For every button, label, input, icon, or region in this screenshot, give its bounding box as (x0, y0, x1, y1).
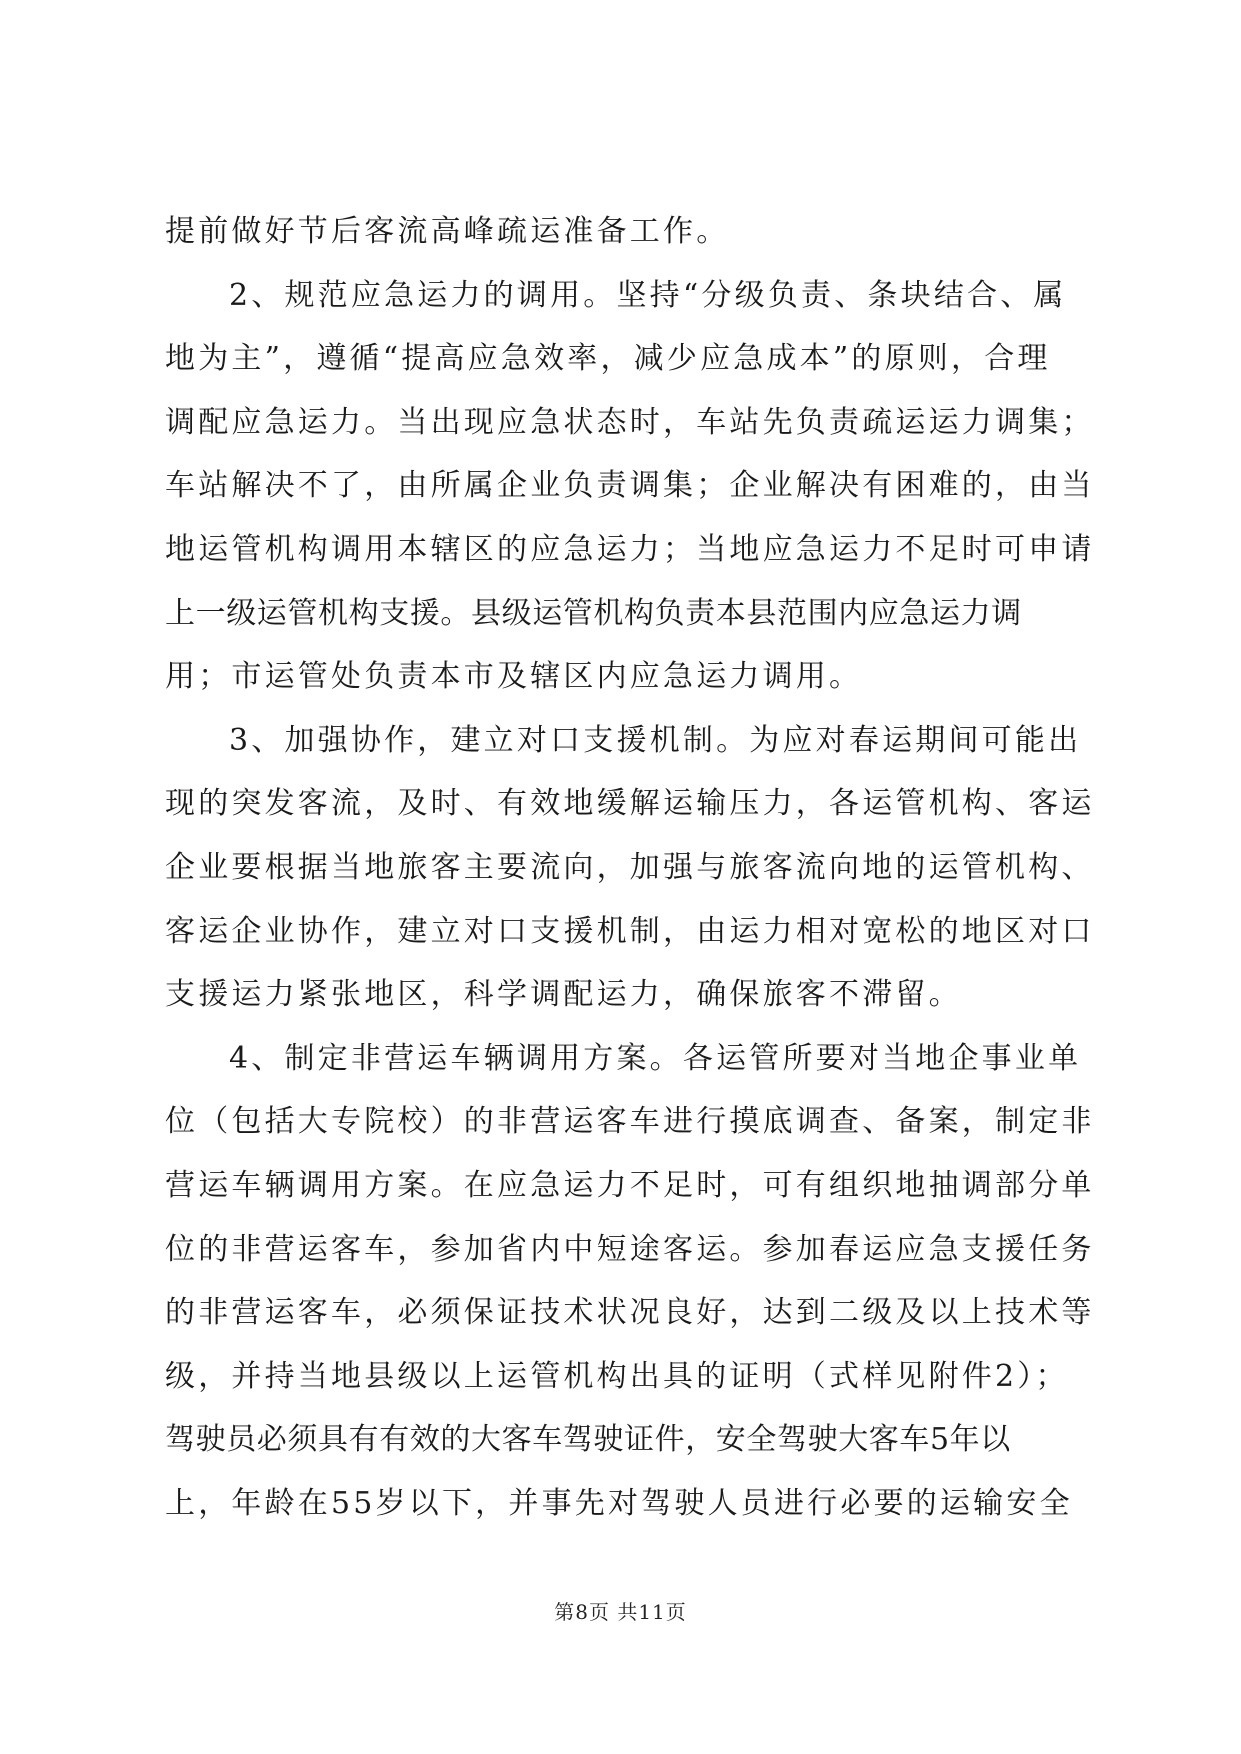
text-line: 级，并持当地县级以上运管机构出具的证明（式样见附件2）； (165, 1358, 1069, 1394)
page-number-footer: 第8页 共11页 (554, 1600, 687, 1624)
text-line: 驾驶员必须具有有效的大客车驾驶证件，安全驾驶大客车5年以 (165, 1422, 1011, 1458)
text-line: 调配应急运力。当出现应急状态时，车站先负责疏运运力调集； (165, 404, 1095, 440)
text-line: 位（包括大专院校）的非营运客车进行摸底调查、备案，制定非 (165, 1104, 1095, 1140)
paragraph-heading-4: 4、制定非营运车辆调用方案。各运管所要对当地企事业单 (229, 1040, 1082, 1076)
text-line: 地运管机构调用本辖区的应急运力；当地应急运力不足时可申请 (165, 531, 1095, 567)
body-text (165, 200, 1095, 1535)
text-line: 企业要根据当地旅客主要流向，加强与旅客流向地的运管机构、 (165, 849, 1095, 885)
text-line: 支援运力紧张地区，科学调配运力，确保旅客不滞留。 (165, 977, 962, 1013)
text-line: 的非营运客车，必须保证技术状况良好，达到二级及以上技术等 (165, 1295, 1095, 1331)
text-line: 上，年龄在55岁以下，并事先对驾驶人员进行必要的运输安全 (165, 1485, 1073, 1521)
paragraph-heading-2: 2、规范应急运力的调用。坚持“分级负责、条块结合、属 (229, 277, 1067, 313)
text-line: 车站解决不了，由所属企业负责调集；企业解决有困难的，由当 (165, 468, 1095, 504)
text-line: 地为主”，遵循“提高应急效率，减少应急成本”的原则，合理 (165, 341, 1051, 377)
text-line: 提前做好节后客流高峰疏运准备工作。 (165, 214, 730, 249)
text-line: 用；市运管处负责本市及辖区内应急运力调用。 (165, 659, 863, 695)
text-line: 上一级运管机构支援。县级运管机构负责本县范围内应急运力调 (165, 595, 1022, 631)
text-line: 营运车辆调用方案。在应急运力不足时，可有组织地抽调部分单 (165, 1167, 1095, 1203)
paragraph-heading-3: 3、加强协作，建立对口支援机制。为应对春运期间可能出 (229, 722, 1082, 758)
text-line: 现的突发客流，及时、有效地缓解运输压力，各运管机构、客运 (165, 786, 1095, 822)
text-line: 位的非营运客车，参加省内中短途客运。参加春运应急支援任务 (165, 1231, 1095, 1267)
text-line: 客运企业协作，建立对口支援机制，由运力相对宽松的地区对口 (165, 913, 1095, 949)
